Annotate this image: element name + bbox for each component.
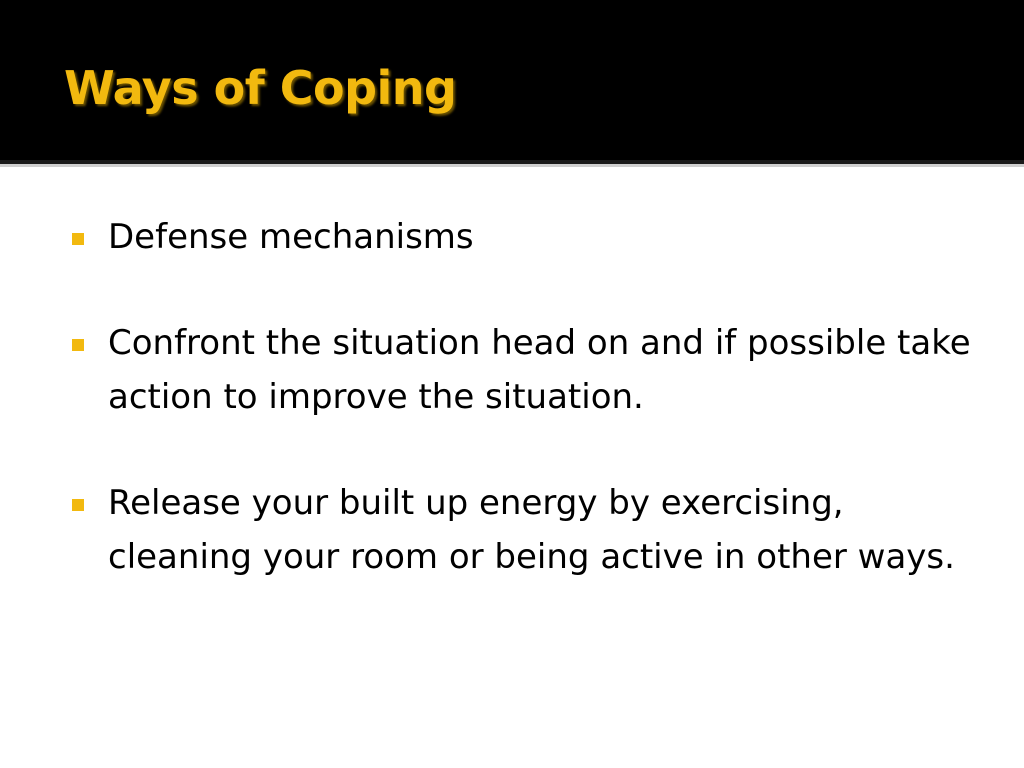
bullet-text: Release your built up energy by exercising, cleaning your room or being active in other ways. (108, 483, 955, 577)
slide-title: Ways of Coping (64, 61, 457, 115)
bullet-item (72, 316, 972, 424)
square-bullet-icon (72, 499, 84, 511)
bullet-text: Confront the situation head on and if possible take action to improve the situation. (108, 323, 971, 417)
bullet-list (72, 210, 972, 636)
bullet-text: Defense mechanisms (108, 217, 474, 257)
bullet-item (72, 476, 972, 584)
title-divider-highlight (0, 164, 1024, 167)
bullet-item (72, 210, 972, 264)
title-bar (0, 0, 1024, 160)
square-bullet-icon (72, 233, 84, 245)
square-bullet-icon (72, 339, 84, 351)
